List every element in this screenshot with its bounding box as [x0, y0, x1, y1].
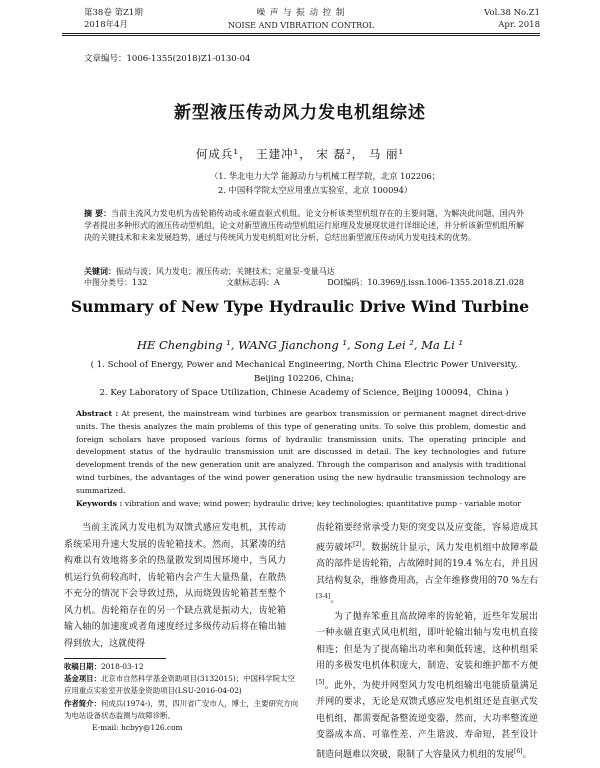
- abstract-en-label: Abstract :: [76, 409, 119, 418]
- footnotes: [64, 661, 300, 734]
- keywords-en-text: vibration and wave; wind power; hydraulic drive; key technologies; quantitative pump - variable motor: [124, 498, 522, 508]
- header-journal-en: NOISE AND VIBRATION CONTROL: [227, 21, 374, 30]
- keywords-cn-text: 振动与波；风力发电；液压传动；关键技术；定量泵-变量马达: [116, 267, 335, 276]
- header-volume-en: Vol.38 No.Z1: [484, 8, 540, 18]
- affiliation-cn-2: 2. 中国科学院太空应用重点实验室，北京 100094）: [218, 185, 413, 195]
- footnote-email: E-mail: hcbyy@126.com: [92, 723, 183, 733]
- citation-ref: [5]: [316, 678, 325, 686]
- footnote-received: 收稿日期：2018-03-12: [64, 662, 144, 671]
- citation-ref: [2]: [353, 540, 362, 548]
- affiliations-en: [64, 358, 544, 400]
- affiliations-cn: [210, 169, 440, 197]
- affiliation-en-1: ( 1. School of Energy, Power and Mechanical Engineering, North China Electric Power University,: [90, 360, 518, 370]
- abstract-en: [76, 408, 526, 510]
- citation-ref: [6]: [514, 747, 523, 755]
- header-date-cn: 2018年4月: [84, 20, 129, 30]
- abstract-en-text: At present, the mainstream wind turbines are gearbox transmission or permanent magnet direct-drive units. The thesis analyzes the main problems of this type of generating units. To solve this problem, domestic and foreign scholars have proposed various forms of hydraulic transmission units. The operating principle and development status of the hydraulic transmission unit are discussed in detail. The key technologies and future development trends of the new generation unit are analyzed. Through the comparison and analysis with traditional wind turbines, the advantages of the wind power generation using the new hydraulic transmission technology are summarized.: [76, 409, 527, 495]
- body-paragraph-continued: 齿轮箱要经常承受力矩的突变以及应变能，容易造成其疲劳破坏[2]。数据统计显示，风力发电机组中故障率最高的部件是齿轮箱，占故障时间的19.4 %左右，并且因其结构复杂，维修费用高，占全年维修费用的70 %左右[3-4]。: [316, 523, 538, 605]
- body-paragraph-direct-drive: 为了抛弃笨重且高故障率的齿轮箱，近些年发展出一种永磁直驱式风电机组，即叶轮输出轴与发电机直接相连；但是为了提高输出功率和频低转速，这种机组采用的多极发电机体积庞大，制造、安装和维护都不方便[5]。此外，为使并网型风力发电机组输出电能质量满足并网的要求，无论是双馈式感应发电机组还是直驱式发电机组，都需要配备整流逆变器，然而，大功率整流逆变器成本高、可靠性差、产生谐波、寿命短，甚至设计制造问题难以突破，限制了大容量风力机组的发展[6]。: [316, 611, 538, 760]
- affiliation-en-1-city: Beijing 102206, China;: [253, 374, 354, 384]
- title-en: Summary of New Type Hydraulic Drive Wind Turbine: [70, 297, 530, 316]
- citation-ref: [3-4]: [316, 593, 331, 600]
- header-journal-cn: 噪 声 与 振 动 控 制: [256, 8, 346, 18]
- authors-en: HE Chengbing ¹, WANG Jianchong ¹, Song Lei ², Ma Li ¹: [136, 338, 464, 352]
- title-cn: 新型液压传动风力发电机组综述: [174, 103, 426, 123]
- body-paragraph-intro: 当前主流风力发电机为双馈式感应发电机，其传动系统采用升速大发展的齿轮箱技术。然而，其紧凑的结构难以有效地将多余的热量散发到周围环境中，当风力机运行负荷较高时，齿轮箱内会产生大量热量，在散热不充分的情况下会导致过热，从而烧毁齿轮箱甚至整个风力机。齿轮箱存在的另一个缺点就是振动大，齿轮箱输入轴的加速度或者角速度经过多级传动后将在输出轴得到放大，这就使得: [64, 523, 286, 649]
- affiliation-cn-1: （1. 华北电力大学 能源动力与机械工程学院，北京 102206；: [210, 171, 441, 181]
- footnote-author: 作者简介：何成兵(1974-)，男，四川省广安市人，博士，主要研究方向为电站设备状态监测与故障诊断。: [64, 698, 299, 720]
- header-volume-cn: 第38卷 第Z1期: [84, 8, 143, 18]
- document-code: 文献标志码：A: [226, 278, 280, 287]
- abstract-cn-label: 摘 要：: [84, 208, 112, 218]
- article-number: 文章编号：1006-1355(2018)Z1-0130-04: [84, 54, 251, 64]
- abstract-cn: [84, 207, 524, 244]
- authors-cn: 何成兵¹， 王建冲¹， 宋 磊²， 马 丽¹: [195, 147, 405, 161]
- footnote-fund: 基金项目：北京市自然科学基金资助项目(3132015)；中国科学院太空应用重点实验室开放基金资助项目(LSU-2016-04-02): [64, 674, 295, 696]
- keywords-en-label: Keywords :: [76, 498, 123, 508]
- abstract-cn-text: 当前主流风力发电机为齿轮箱传动或永磁直驱式机组。论文分析该类型机组存在的主要问题，为解决此问题，国内外学者提出多种形式的液压传动型机组，论文对新型液压传动型机组运行原理及发展现状进行详细论述，并分析该新型机组所解决的关键技术和未来发展趋势，通过与传统风力发电机组对比分析，总结出新型液压传动风力发电技术的优势。: [84, 209, 524, 242]
- header-rule-bottom: [62, 35, 540, 36]
- footnote-rule: [64, 658, 166, 659]
- header-date-en: Apr. 2018: [498, 20, 540, 30]
- header-rule-top: [62, 33, 540, 34]
- affiliation-en-2: 2. Key Laboratory of Space Utilization, Chinese Academy of Science, Beijing 100094，China ): [99, 388, 509, 398]
- doi-code: DOI编码：10.3969/j.issn.1006-1355.2018.Z1.028: [327, 278, 524, 287]
- keywords-cn-label: 关键词：: [84, 266, 116, 276]
- body-column-right: [316, 520, 538, 763]
- clc-number: 中图分类号：132: [84, 278, 148, 287]
- body-column-left: [64, 520, 286, 652]
